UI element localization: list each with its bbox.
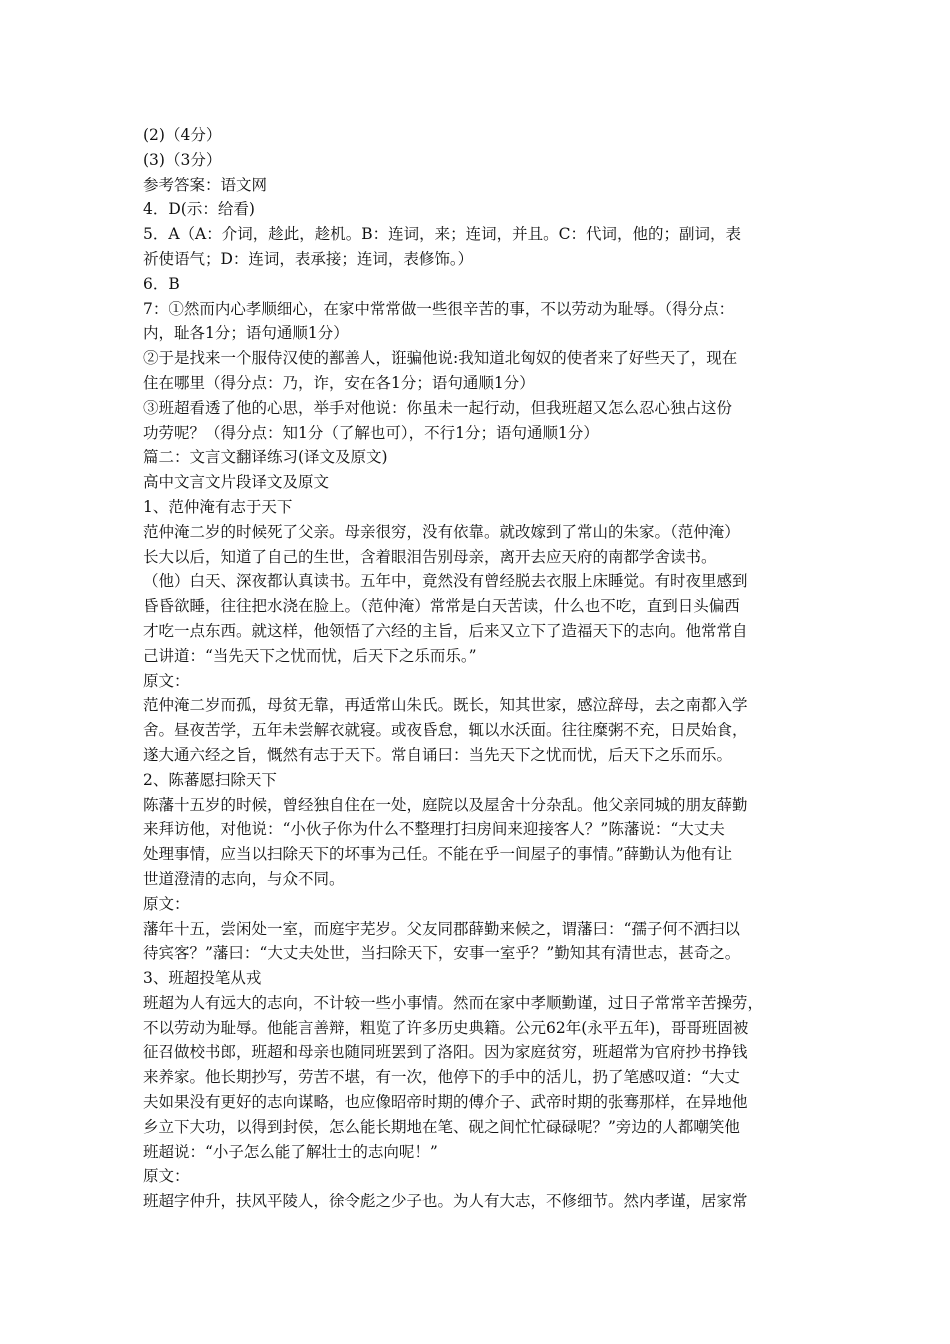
text-line: 1、范仲淹有志于天下 bbox=[143, 497, 293, 516]
text-line: 长大以后，知道了自己的生世，含着眼泪告别母亲，离开去应天府的南都学舍读书。 bbox=[143, 547, 717, 566]
text-line: 才吃一点东西。就这样，他领悟了六经的主旨，后来又立下了造福天下的志向。他常常自 bbox=[143, 621, 748, 640]
text-line: 2、陈蕃愿扫除天下 bbox=[143, 770, 277, 789]
text-line: (3)（3分） bbox=[143, 150, 222, 169]
text-line: 7：①然而内心孝顺细心，在家中常常做一些很辛苦的事，不以劳动为耻辱。（得分点： bbox=[143, 299, 735, 318]
text-line: 原文： bbox=[143, 671, 190, 690]
text-line: 内，耻各1分；语句通顺1分） bbox=[143, 324, 349, 343]
text-line: 来养家。他长期抄写，劳苦不堪，有一次，他停下的手中的活儿，扔了笔感叹道：“大丈 bbox=[143, 1068, 740, 1087]
text-line: 己讲道：“当先天下之忧而忧，后天下之乐而乐。” bbox=[143, 646, 477, 665]
text-line: 参考答案：语文网 bbox=[143, 175, 268, 194]
text-line: 世道澄清的志向，与众不同。 bbox=[143, 869, 345, 888]
text-line: 昏昏欲睡，往往把水浇在脸上。（范仲淹）常常是白天苦读，什么也不吃，直到日头偏西 bbox=[143, 597, 740, 616]
text-line: 夫如果没有更好的志向谋略，也应像昭帝时期的傅介子、武帝时期的张骞那样，在异地他 bbox=[143, 1093, 748, 1112]
text-line: 原文： bbox=[143, 1167, 190, 1186]
text-line: (2)（4分） bbox=[143, 126, 222, 144]
text-line: 高中文言文片段译文及原文 bbox=[143, 473, 330, 492]
text-line: 5．A（A：介词，趁此，趁机。B：连词，来；连词，并且。C：代词，他的；副词，表 bbox=[143, 225, 742, 244]
text-line: 处理事情，应当以扫除天下的坏事为己任。不能在乎一间屋子的事情。”薛勤认为他有让 bbox=[143, 845, 733, 864]
text-line: 不以劳动为耻辱。他能言善辩，粗览了许多历史典籍。公元62年(永平五年)，哥哥班固被 bbox=[143, 1018, 749, 1037]
text-line: 3、班超投笔从戎 bbox=[143, 969, 262, 988]
text-line: 功劳呢？（得分点：知1分（了解也可），不行1分；语句通顺1分） bbox=[143, 423, 599, 442]
text-line: 藩年十五，尝闲处一室，而庭宇芜岁。父友同郡薛勤来候之，谓藩曰：“孺子何不洒扫以 bbox=[143, 919, 740, 938]
text-line: 班超字仲升，扶风平陵人，徐令彪之少子也。为人有大志，不修细节。然内孝谨，居家常 bbox=[143, 1192, 748, 1211]
text-line: （他）白天、深夜都认真读书。五年中，竟然没有曾经脱去衣服上床睡觉。有时夜里感到 bbox=[143, 572, 748, 591]
text-line: 范仲淹二岁的时候死了父亲。母亲很穷，没有依靠。就改嫁到了常山的朱家。（范仲淹） bbox=[143, 522, 740, 541]
text-line: 班超为人有远大的志向，不计较一些小事情。然而在家中孝顺勤谨，过日子常常辛苦操劳， bbox=[143, 993, 764, 1012]
text-line: 来拜访他，对他说：“小伙子你为什么不整理打扫房间来迎接客人？”陈藩说：“大丈夫 bbox=[143, 820, 725, 839]
text-line: 祈使语气；D：连词，表承接；连词，表修饰。） bbox=[143, 249, 474, 268]
text-line: 舍。昼夜苦学，五年未尝解衣就寝。或夜昏怠，辄以水沃面。往往糜粥不充，日昃始食， bbox=[143, 721, 748, 740]
text-line: 住在哪里（得分点：乃，诈，安在各1分；语句通顺1分） bbox=[143, 373, 535, 392]
text-line: 征召做校书郎，班超和母亲也随同班罢到了洛阳。因为家庭贫穷，班超常为官府抄书挣钱 bbox=[143, 1043, 748, 1062]
text-line: ③班超看透了他的心思，举手对他说：你虽未一起行动，但我班超又怎么忍心独占这份 bbox=[143, 398, 733, 417]
text-line: 遂大通六经之旨，慨然有志于天下。常自诵曰：当先天下之忧而忧，后天下之乐而乐。 bbox=[143, 745, 733, 764]
text-line: 陈藩十五岁的时候，曾经独自住在一处，庭院以及屋舍十分杂乱。他父亲同城的朋友薛勤 bbox=[143, 795, 748, 814]
text-line: 篇二：文言文翻译练习(译文及原文) bbox=[143, 448, 388, 467]
text-line: 待宾客？”藩曰：“大丈夫处世，当扫除天下，安事一室乎？”勤知其有清世志，甚奇之。 bbox=[143, 944, 741, 963]
text-line: 原文： bbox=[143, 894, 190, 913]
text-line: 范仲淹二岁而孤，母贫无靠，再适常山朱氏。既长，知其世家，感泣辞母，去之南都入学 bbox=[143, 696, 748, 715]
document-body bbox=[143, 123, 813, 1214]
text-line: 4．D(示：给看) bbox=[143, 200, 255, 219]
text-line: ②于是找来一个服侍汉使的鄯善人，诳骗他说:我知道北匈奴的使者来了好些天了，现在 bbox=[143, 349, 738, 368]
text-line: 班超说：“小子怎么能了解壮士的志向呢！” bbox=[143, 1142, 438, 1161]
text-line: 6．B bbox=[143, 274, 180, 293]
text-line: 乡立下大功，以得到封侯，怎么能长期地在笔、砚之间忙忙碌碌呢？”旁边的人都嘲笑他 bbox=[143, 1117, 740, 1136]
